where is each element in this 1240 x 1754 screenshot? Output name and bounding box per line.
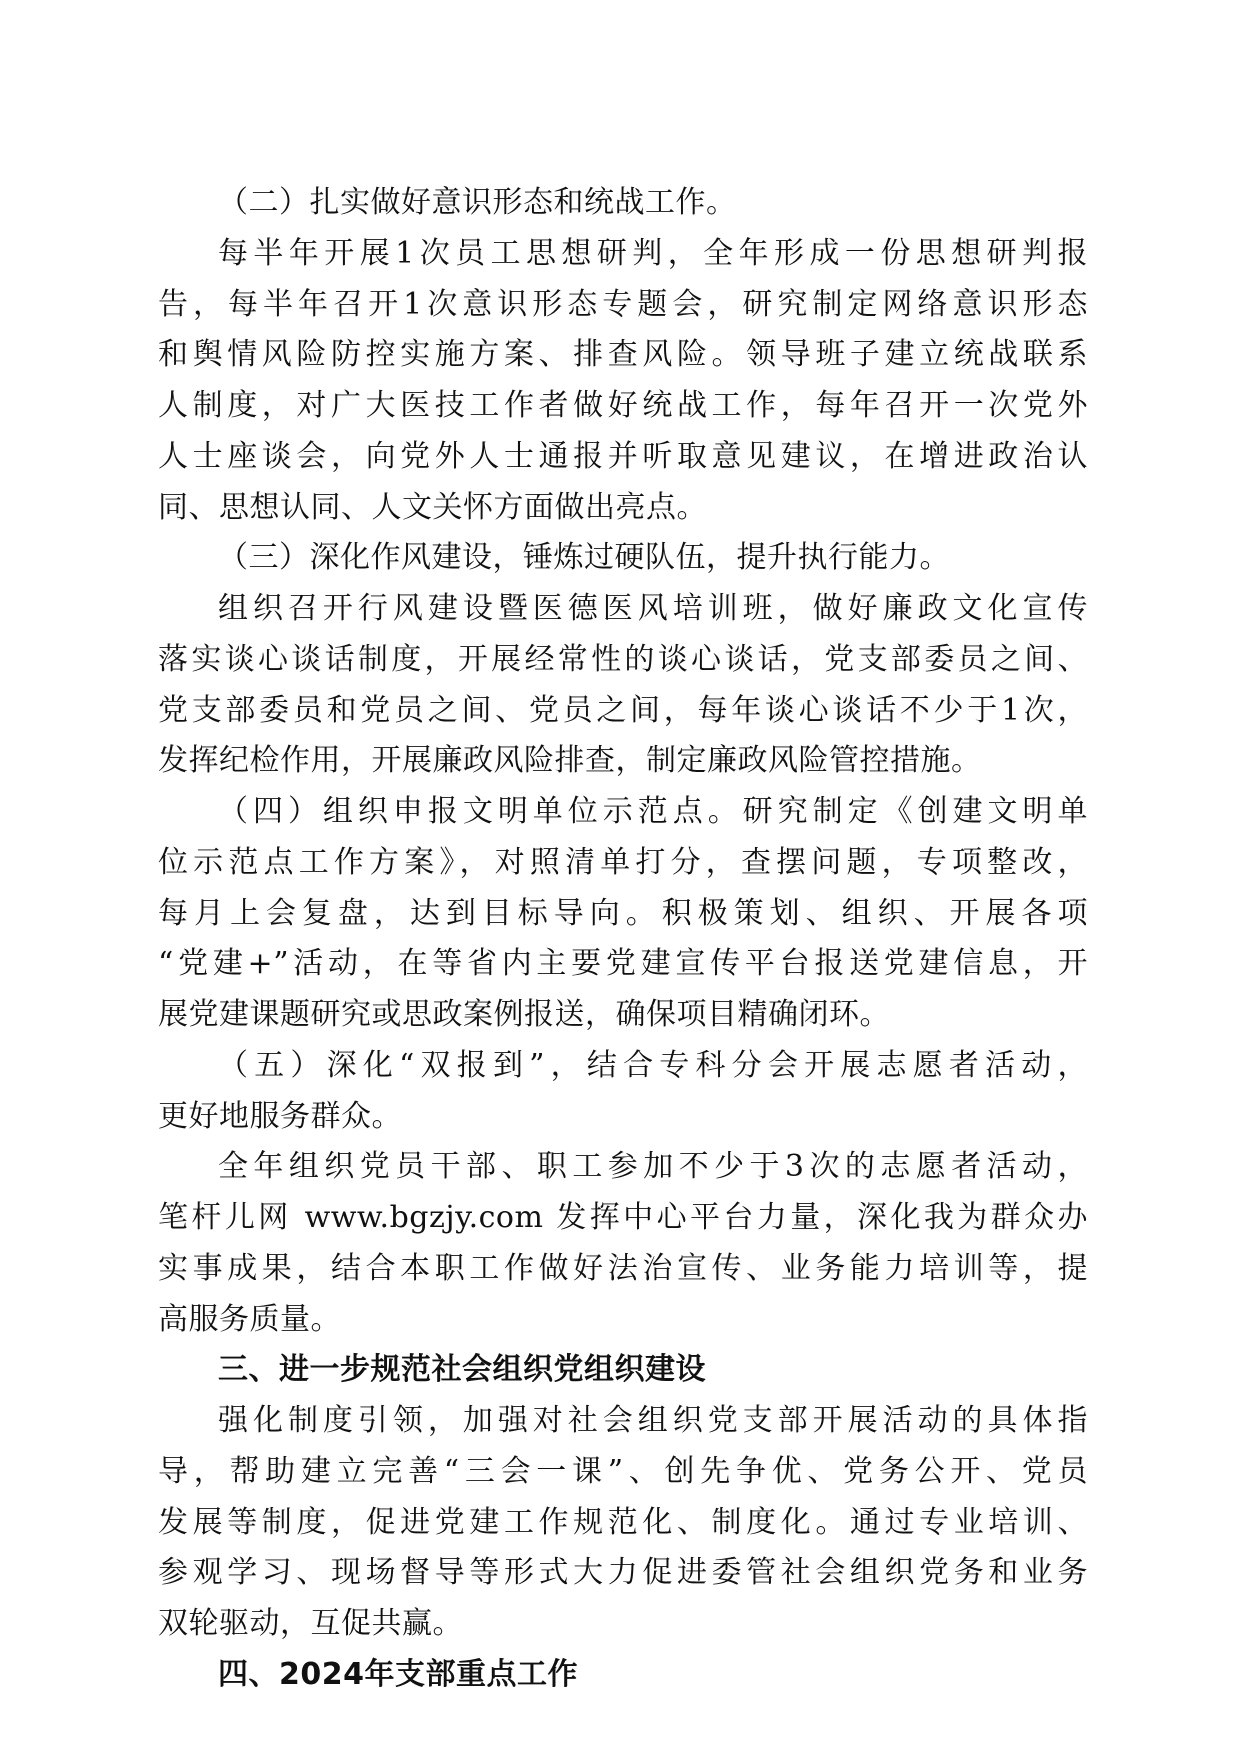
paragraph-line: 发挥纪检作用，开展廉政风险排查，制定廉政风险管控措施。 [158,743,982,778]
paragraph-line: 全年组织党员干部、职工参加不少于3次的志愿者活动， [218,1149,1088,1184]
subsection-heading-4: （四）组织申报文明单位示范点。研究制定《创建文明单 [218,794,1088,829]
paragraph-line: 每半年开展1次员工思想研判，全年形成一份思想研判报 [218,236,1088,271]
paragraph-line: 导，帮助建立完善“三会一课”、创先争优、党务公开、党员 [158,1454,1088,1489]
paragraph-line: 强化制度引领，加强对社会组织党支部开展活动的具体指 [218,1403,1088,1438]
paragraph-line: 党支部委员和党员之间、党员之间，每年谈心谈话不少于1次， [158,693,1088,728]
paragraph-line: 人制度，对广大医技工作者做好统战工作，每年召开一次党外 [158,388,1088,423]
paragraph-line: 同、思想认同、人文关怀方面做出亮点。 [158,490,707,525]
paragraph-line: 更好地服务群众。 [158,1099,402,1134]
paragraph-line: 每月上会复盘，达到目标导向。积极策划、组织、开展各项 [158,896,1088,931]
paragraph-line: 组织召开行风建设暨医德医风培训班，做好廉政文化宣传 [218,591,1088,626]
paragraph-line: “党建+”活动，在等省内主要党建宣传平台报送党建信息，开 [158,946,1088,981]
section-heading-4: 四、2024年支部重点工作 [218,1657,578,1692]
paragraph-line: 人士座谈会，向党外人士通报并听取意见建议，在增进政治认 [158,439,1088,474]
subsection-heading-3: （三）深化作风建设，锤炼过硬队伍，提升执行能力。 [218,540,950,575]
paragraph-line: 实事成果，结合本职工作做好法治宣传、业务能力培训等，提 [158,1251,1088,1286]
paragraph-line: 落实谈心谈话制度，开展经常性的谈心谈话，党支部委员之间、 [158,642,1088,677]
section-heading-3: 三、进一步规范社会组织党组织建设 [218,1352,706,1387]
paragraph-line: 展党建课题研究或思政案例报送，确保项目精确闭环。 [158,997,890,1032]
subsection-heading-2: （二）扎实做好意识形态和统战工作。 [218,185,737,220]
paragraph-line: 高服务质量。 [158,1302,341,1337]
paragraph-line: 位示范点工作方案》，对照清单打分，查摆问题，专项整改， [158,845,1088,880]
paragraph-line: 参观学习、现场督导等形式大力促进委管社会组织党务和业务 [158,1555,1088,1590]
subsection-heading-5: （五）深化“双报到”，结合专科分会开展志愿者活动， [218,1048,1088,1083]
paragraph-line: 笔杆儿网 www.bgzjy.com 发挥中心平台力量，深化我为群众办 [158,1200,1088,1235]
paragraph-line: 发展等制度，促进党建工作规范化、制度化。通过专业培训、 [158,1505,1088,1540]
paragraph-line: 告，每半年召开1次意识形态专题会，研究制定网络意识形态 [158,287,1088,322]
paragraph-line: 和舆情风险防控实施方案、排查风险。领导班子建立统战联系 [158,337,1088,372]
paragraph-line: 双轮驱动，互促共赢。 [158,1606,463,1641]
